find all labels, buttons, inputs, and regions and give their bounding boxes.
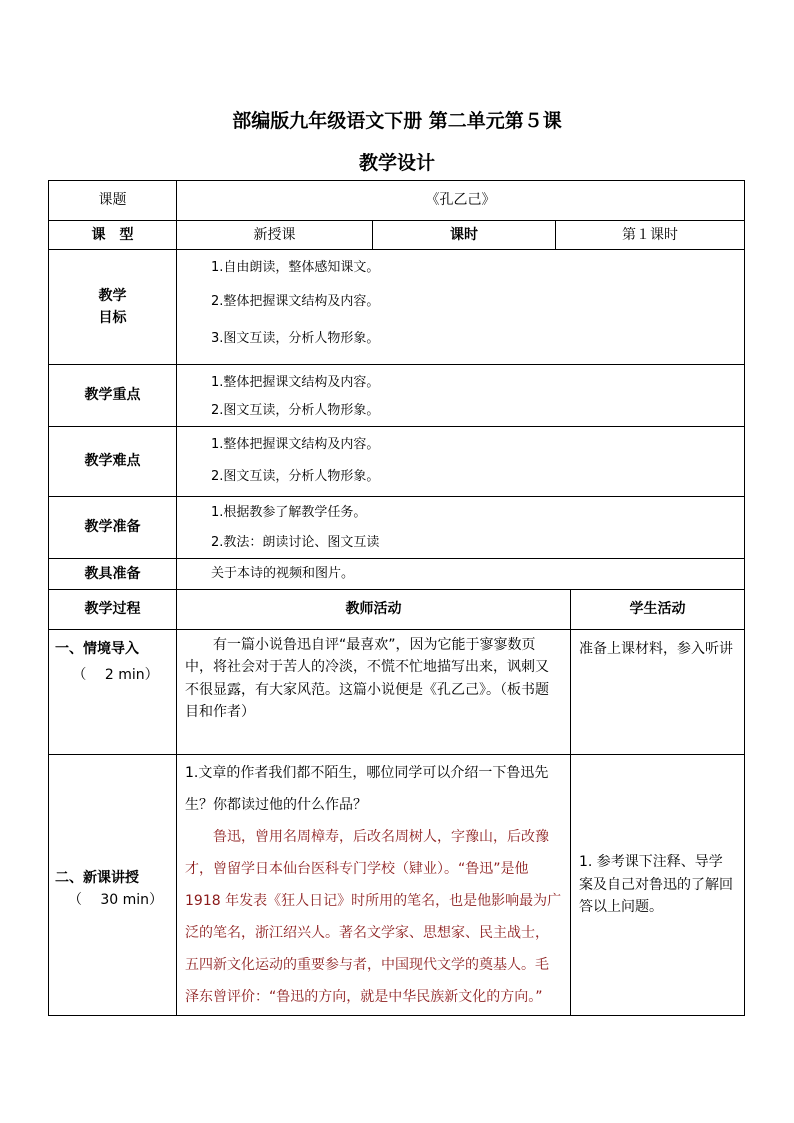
focus-item: 2.图文互读，分析人物形象。 <box>211 402 380 418</box>
stage1-student: 准备上课材料，参入听讲 <box>571 630 745 755</box>
topic-row <box>49 181 745 221</box>
prep-row <box>49 497 745 559</box>
prep-list <box>177 497 745 559</box>
goal-item: 3.图文互读，分析人物形象。 <box>211 331 380 346</box>
difficulty-item: 1.整体把握课文结构及内容。 <box>211 437 380 452</box>
difficulty-list <box>177 427 745 497</box>
focus-label: 教学重点 <box>49 365 177 427</box>
focus-list <box>177 365 745 427</box>
topic-label: 课题 <box>49 181 177 221</box>
stage2-question: 1.文章的作者我们都不陌生，哪位同学可以介绍一下鲁迅先生？你都读过他的什么作品？ <box>185 765 549 813</box>
prep-item: 2.教法：朗读讨论、图文互读 <box>211 534 380 550</box>
stage2-label <box>49 755 177 1016</box>
stage1-row <box>49 630 745 755</box>
topic-value: 《孔乙己》 <box>177 181 745 221</box>
tools-value: 关于本诗的视频和图片。 <box>177 559 745 590</box>
stage2-name: 二、新课讲授 <box>55 869 139 886</box>
focus-item: 1.整体把握课文结构及内容。 <box>211 375 380 390</box>
stage2-duration: （ 30 min） <box>67 892 164 908</box>
tools-label: 教具准备 <box>49 559 177 590</box>
prep-label: 教学准备 <box>49 497 177 559</box>
hours-value: 第１课时 <box>556 221 745 250</box>
focus-row <box>49 365 745 427</box>
stage2-student: 1. 参考课下注释、导学案及自己对鲁迅的了解回答以上问题。 <box>571 755 745 1016</box>
stage2-answer: 鲁迅，曾用名周樟寿，后改名周树人，字豫山，后改豫才，曾留学日本仙台医科专门学校（肄业）。“鲁迅”是他 1918 年发表《狂人日记》时所用的笔名，也是他影响最为广泛的笔名，浙江绍兴人。著名文学家、思想家、民主战士，五四新文化运动的重要参与者，中国现代文学的奠基人。毛泽东曾评价：“鲁迅的方向，就是中华民族新文化的方向。” <box>185 829 562 1005</box>
stage2-teacher <box>177 755 571 1016</box>
goals-list <box>177 250 745 365</box>
type-value: 新授课 <box>177 221 373 250</box>
document-title: 部编版九年级语文下册 第二单元第５课 <box>232 110 562 132</box>
type-row <box>49 221 745 250</box>
stage1-duration: （ 2 min） <box>72 667 159 684</box>
stage1-name: 一、情境导入 <box>55 641 139 657</box>
goals-label <box>49 250 177 365</box>
process-header: 教学过程 <box>49 590 177 630</box>
goals-row <box>49 250 745 365</box>
stage1-teacher: 有一篇小说鲁迅自评“最喜欢”，因为它能于寥寥数页中，将社会对于苦人的冷淡，不慌不忙地描写出来，讽刺又不很显露，有大家风范。这篇小说便是《孔乙己》。（板书题目和作者） <box>177 630 571 755</box>
goals-label-line2: 目标 <box>98 310 127 326</box>
document-subtitle: 教学设计 <box>358 152 435 174</box>
difficulty-label: 教学难点 <box>49 427 177 497</box>
difficulty-row <box>49 427 745 497</box>
tools-row <box>49 559 745 590</box>
prep-item: 1.根据教参了解教学任务。 <box>211 505 367 520</box>
type-label: 课 型 <box>49 221 177 250</box>
difficulty-item: 2.图文互读，分析人物形象。 <box>211 468 380 484</box>
hours-label: 课时 <box>373 221 556 250</box>
lesson-plan-table <box>48 180 745 1016</box>
stage2-row <box>49 755 745 1016</box>
goal-item: 2.整体把握课文结构及内容。 <box>211 293 380 309</box>
student-header: 学生活动 <box>571 590 745 630</box>
teacher-header: 教师活动 <box>177 590 571 630</box>
process-header-row <box>49 590 745 630</box>
goal-item: 1.自由朗读，整体感知课文。 <box>211 260 380 275</box>
stage1-label <box>49 630 177 755</box>
goals-label-line1: 教学 <box>98 287 127 304</box>
